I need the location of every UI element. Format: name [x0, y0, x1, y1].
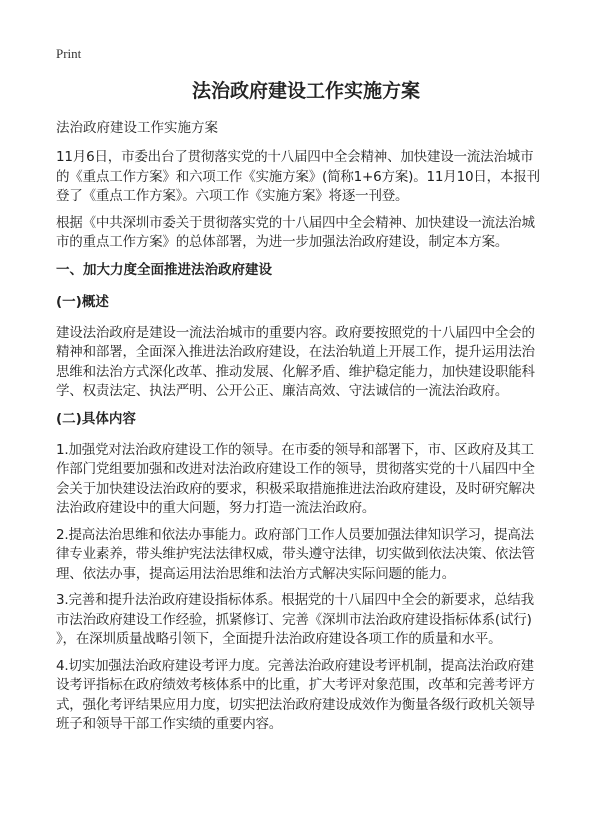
text-line: 》，在深圳质量战略引领下，全面提升法治政府建设各项工作的质量和水平。: [56, 631, 502, 647]
text-line: 设考评指标在政府绩效考核体系中的比重，扩大考评对象范围，改革和完善考评方: [56, 677, 535, 693]
text-line: 精神和部署，全面深入推进法治政府建设，在法治轨道上开展工作，提升运用法治: [56, 344, 535, 360]
intro-paragraph: [56, 148, 556, 207]
text-line: 登了《重点工作方案》。六项工作《实施方案》将逐一刊登。: [56, 188, 409, 204]
text-line: 2.提高法治思维和依法办事能力。政府部门工作人员要加强法律知识学习，提高法: [56, 526, 534, 543]
document-body: [56, 78, 556, 742]
detail-item-3: [56, 591, 556, 650]
text-line: 的《重点工作方案》和六项工作《实施方案》(简称1+6方案)。11月10日，本报刊: [56, 168, 540, 185]
document-subtitle: 法治政府建设工作实施方案: [56, 120, 218, 136]
detail-item-1: [56, 441, 556, 519]
text-line: 1.加强党对法治政府建设工作的领导。在市委的领导和部署下，市、区政府及其工: [56, 441, 534, 458]
text-line: 建设法治政府是建设一流法治城市的重要内容。政府要按照党的十八届四中全会的: [56, 324, 535, 341]
overview-paragraph: [56, 324, 556, 402]
text-line: 学、权责法定、执法严明、公开公正、廉洁高效、守法诚信的一流法治政府。: [56, 383, 509, 399]
subsection-heading-details: (二)具体内容: [56, 410, 136, 427]
text-line: 律专业素养，带头维护宪法法律权威，带头遵守法律，切实做到依法决策、依法管: [56, 546, 535, 562]
section-heading: 一、加大力度全面推进法治政府建设: [56, 261, 272, 278]
text-line: 作部门党组要加强和改进对法治政府建设工作的领导，贯彻落实党的十八届四中全: [56, 461, 535, 477]
detail-item-4: [56, 657, 556, 735]
text-line: 市的重点工作方案》的总体部署，为进一步加强法治政府建设，制定本方案。: [56, 234, 509, 250]
text-line: 式，强化考评结果应用力度，切实把法治政府建设成效作为衡量各级行政机关领导: [56, 696, 535, 713]
text-line: 思维和法治方式深化改革、推动发展、化解矛盾、维护稳定能力，加快建设职能科: [56, 363, 535, 380]
text-line: 4.切实加强法治政府建设考评力度。完善法治政府建设考评机制，提高法治政府建: [56, 657, 534, 674]
basis-paragraph: [56, 214, 556, 253]
text-line: 法治政府建设中的重大问题，努力打造一流法治政府。: [56, 500, 376, 516]
detail-item-2: [56, 526, 556, 585]
text-line: 市法治政府建设工作经验，抓紧修订、完善《深圳市法治政府建设指标体系(试行): [56, 611, 532, 628]
text-line: 理、依法办事，提高运用法治思维和法治方式解决实际问题的能力。: [56, 565, 455, 582]
text-line: 根据《中共深圳市委关于贯彻落实党的十八届四中全会精神、加快建设一流法治城: [56, 214, 535, 231]
text-line: 班子和领导干部工作实绩的重要内容。: [56, 716, 283, 732]
text-line: 3.完善和提升法治政府建设指标体系。根据党的十八届四中全会的新要求，总结我: [56, 592, 534, 608]
subsection-heading-overview: (一)概述: [56, 293, 109, 310]
text-line: 会关于加快建设法治政府的要求，积极采取措施推进法治政府建设，及时研究解决: [56, 480, 535, 497]
print-link[interactable]: Print: [56, 46, 82, 61]
page-title: 法治政府建设工作实施方案: [191, 80, 420, 102]
text-line: 11月6日，市委出台了贯彻落实党的十八届四中全会精神、加快建设一流法治城市: [56, 149, 534, 165]
